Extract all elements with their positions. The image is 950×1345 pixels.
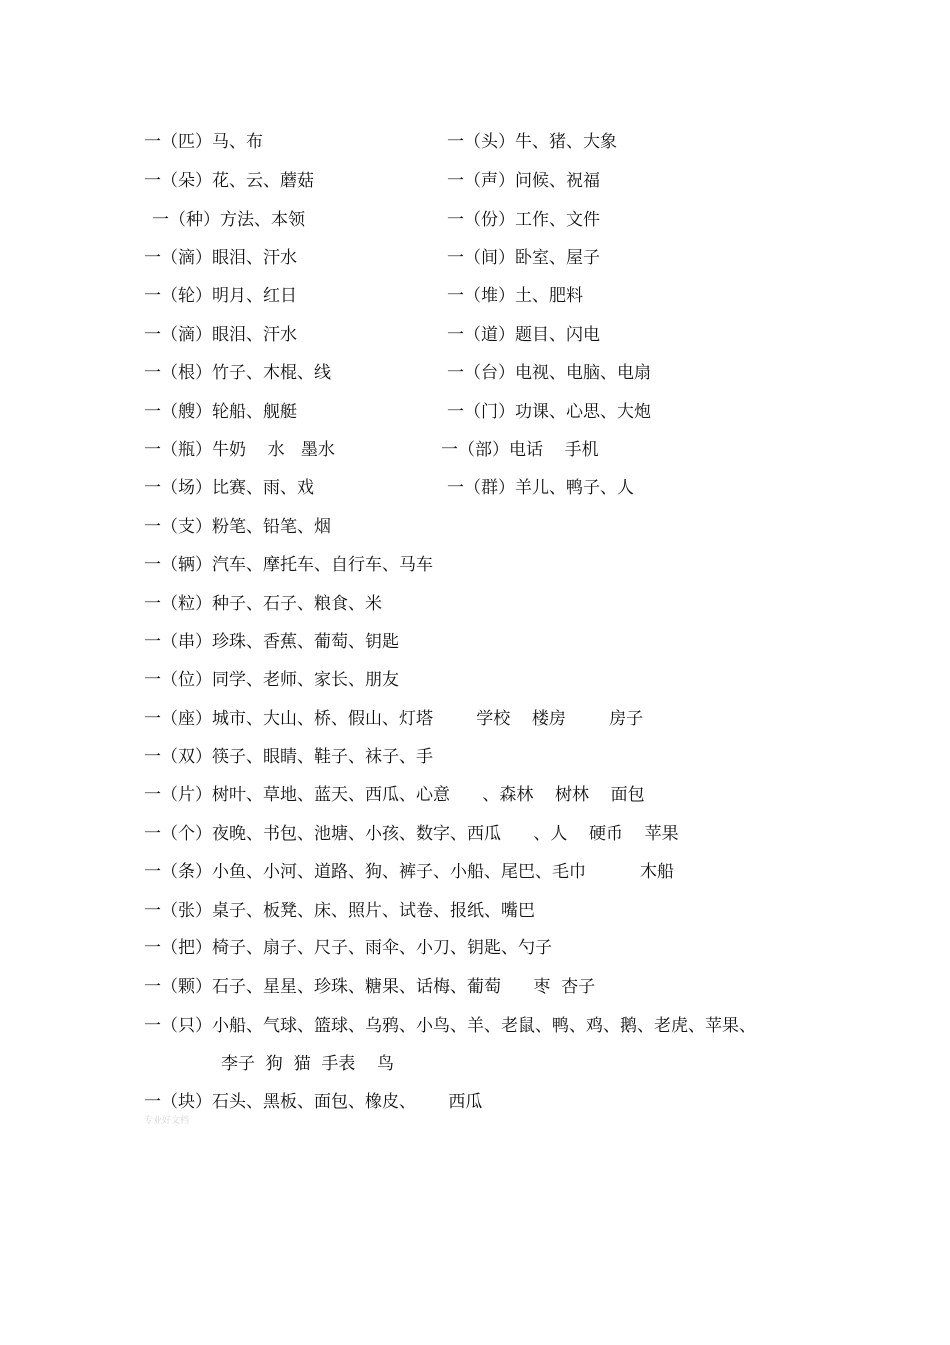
measure-word-line: 一（群）羊儿、鸭子、人 xyxy=(447,478,634,498)
measure-word-continuation: 李子 狗 猫 手表 鸟 xyxy=(221,1054,395,1074)
measure-word-line: 一（朵）花、云、蘑菇 xyxy=(144,171,314,191)
measure-word-line: 一（座）城市、大山、桥、假山、灯塔 学校 楼房 房子 xyxy=(144,709,644,729)
measure-word-line: 一（滴）眼泪、汗水 xyxy=(144,248,297,268)
measure-word-line: 一（根）竹子、木棍、线 xyxy=(144,363,331,383)
measure-word-line: 一（只）小船、气球、篮球、乌鸦、小鸟、羊、老鼠、鸭、鸡、鹅、老虎、苹果、 xyxy=(144,1016,756,1036)
measure-word-line: 一（匹）马、布 xyxy=(144,132,263,152)
measure-word-line: 一（艘）轮船、舰艇 xyxy=(144,402,297,422)
measure-word-line: 一（辆）汽车、摩托车、自行车、马车 xyxy=(144,555,433,575)
measure-word-line: 一（双）筷子、眼睛、鞋子、袜子、手 xyxy=(144,747,433,767)
measure-word-line: 一（份）工作、文件 xyxy=(447,210,600,230)
measure-word-line: 一（把）椅子、扇子、尺子、雨伞、小刀、钥匙、勺子 xyxy=(144,938,552,958)
measure-word-line: 一（张）桌子、板凳、床、照片、试卷、报纸、嘴巴 xyxy=(144,901,535,921)
measure-word-line: 一（个）夜晚、书包、池塘、小孩、数字、西瓜 、人 硬币 苹果 xyxy=(144,824,679,844)
measure-word-line: 一（块）石头、黑板、面包、橡皮、 西瓜 xyxy=(144,1092,483,1112)
measure-word-line: 一（串）珍珠、香蕉、葡萄、钥匙 xyxy=(144,632,399,652)
measure-word-line: 一（道）题目、闪电 xyxy=(447,325,600,345)
measure-word-line: 一（颗）石子、星星、珍珠、糖果、话梅、葡萄 枣 杏子 xyxy=(144,977,596,997)
measure-word-line: 一（轮）明月、红日 xyxy=(144,286,297,306)
faint-footnote: 专业好文档 xyxy=(144,1116,190,1126)
measure-word-line: 一（间）卧室、屋子 xyxy=(447,248,600,268)
measure-word-line: 一（门）功课、心思、大炮 xyxy=(447,402,651,422)
measure-word-line: 一（堆）土、肥料 xyxy=(447,286,583,306)
measure-word-line: 一（头）牛、猪、大象 xyxy=(447,132,617,152)
measure-word-line: 一（位）同学、老师、家长、朋友 xyxy=(144,670,399,690)
measure-word-line: 一（场）比赛、雨、戏 xyxy=(144,478,314,498)
measure-word-line: 一（瓶）牛奶 水 墨水 xyxy=(144,440,335,460)
measure-word-line: 一（支）粉笔、铅笔、烟 xyxy=(144,517,331,537)
measure-word-line: 一（种）方法、本领 xyxy=(152,210,305,230)
measure-word-line: 一（台）电视、电脑、电扇 xyxy=(447,363,651,383)
measure-word-line: 一（声）问候、祝福 xyxy=(447,171,600,191)
measure-word-line: 一（粒）种子、石子、粮食、米 xyxy=(144,594,382,614)
measure-word-line: 一（条）小鱼、小河、道路、狗、裤子、小船、尾巴、毛巾 木船 xyxy=(144,862,675,882)
measure-word-line: 一（滴）眼泪、汗水 xyxy=(144,325,297,345)
measure-word-line: 一（部）电话 手机 xyxy=(441,440,599,460)
measure-word-line: 一（片）树叶、草地、蓝天、西瓜、心意 、森林 树林 面包 xyxy=(144,785,645,805)
